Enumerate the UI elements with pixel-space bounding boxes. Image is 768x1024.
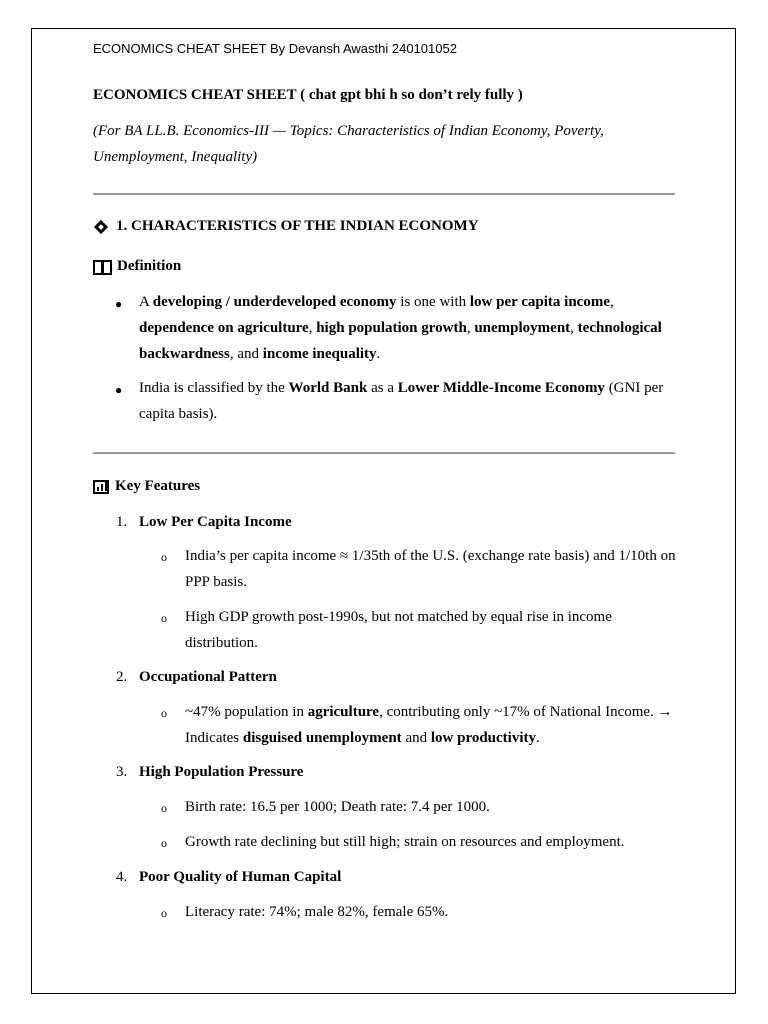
feature-point: India’s per capita income ≈ 1/35th of the U.S. (exchange rate basis) and 1/10th on PPP basis. bbox=[185, 548, 676, 590]
feature-point: High GDP growth post-1990s, but not matched by equal rise in income distribution. bbox=[185, 609, 612, 651]
features-heading-text: Key Features bbox=[115, 478, 201, 494]
circle-bullet-icon: o bbox=[161, 836, 167, 850]
feature-title: Occupational Pattern bbox=[139, 669, 277, 685]
feature-item bbox=[116, 764, 303, 781]
feature-number: 2. bbox=[116, 669, 128, 685]
features-heading bbox=[93, 478, 200, 495]
page-header: ECONOMICS CHEAT SHEET By Devansh Awasthi 240101052 bbox=[93, 41, 457, 56]
feature-point: Growth rate declining but still high; strain on resources and employment. bbox=[185, 834, 625, 850]
circle-bullet-icon: o bbox=[161, 706, 167, 720]
bar-chart-icon bbox=[93, 480, 109, 494]
circle-bullet-icon: o bbox=[161, 550, 167, 564]
diamond-icon bbox=[94, 219, 108, 233]
feature-title: Low Per Capita Income bbox=[139, 514, 292, 530]
feature-number: 3. bbox=[116, 764, 128, 780]
document-title: ECONOMICS CHEAT SHEET ( chat gpt bhi h so don’t rely fully ) bbox=[93, 87, 523, 103]
horizontal-rule bbox=[93, 452, 675, 454]
book-icon bbox=[93, 260, 111, 274]
feature-title: Poor Quality of Human Capital bbox=[139, 869, 342, 885]
bullet-icon: ● bbox=[115, 383, 123, 397]
feature-item bbox=[116, 514, 292, 531]
section-heading bbox=[93, 218, 479, 235]
document-subtitle: (For BA LL.B. Economics-III — Topics: Characteristics of Indian Economy, Poverty, Unemployment, Inequality) bbox=[93, 123, 604, 165]
feature-point: ~47% population in agriculture, contributing only ~17% of National Income. → Indicates disguised unemployment and low productivity. bbox=[185, 704, 673, 746]
definition-heading bbox=[93, 258, 181, 275]
definition-bullet: India is classified by the World Bank as a Lower Middle-Income Economy (GNI per capita basis). bbox=[139, 380, 664, 422]
definition-heading-text: Definition bbox=[117, 258, 182, 274]
horizontal-rule bbox=[93, 193, 675, 195]
section-heading-text: 1. CHARACTERISTICS OF THE INDIAN ECONOMY bbox=[116, 218, 479, 234]
feature-number: 1. bbox=[116, 514, 128, 530]
feature-title: High Population Pressure bbox=[139, 764, 304, 780]
feature-point: Birth rate: 16.5 per 1000; Death rate: 7.4 per 1000. bbox=[185, 799, 490, 815]
feature-number: 4. bbox=[116, 869, 128, 885]
circle-bullet-icon: o bbox=[161, 611, 167, 625]
feature-item bbox=[116, 869, 341, 886]
feature-point: Literacy rate: 74%; male 82%, female 65%. bbox=[185, 904, 449, 920]
circle-bullet-icon: o bbox=[161, 906, 167, 920]
feature-item bbox=[116, 669, 277, 686]
definition-bullet: A developing / underdeveloped economy is one with low per capita income, dependence on agriculture, high population growth, unemployment, technological backwardness, and income inequality. bbox=[139, 294, 662, 362]
bullet-icon: ● bbox=[115, 297, 123, 311]
circle-bullet-icon: o bbox=[161, 801, 167, 815]
